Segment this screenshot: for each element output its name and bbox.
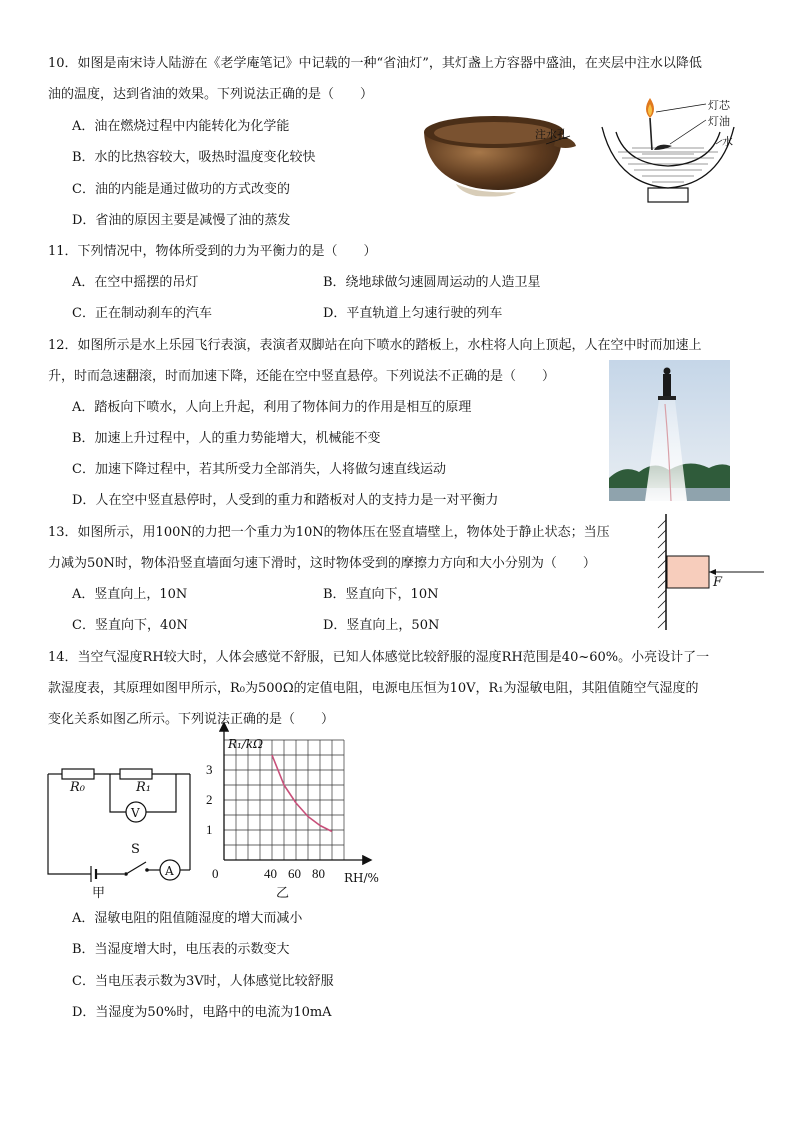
y-tick-label: 1	[206, 822, 213, 837]
switch-icon	[126, 862, 146, 874]
oil-lamp-photo	[416, 102, 596, 198]
r0-resistor	[62, 769, 94, 779]
q11-option-b: B．绕地球做匀速圆周运动的人造卫星	[323, 275, 541, 290]
graph-ylabel: R₁/kΩ	[228, 737, 264, 751]
q14-stem-line3: 变化关系如图乙所示。下列说法正确的是（ ）	[48, 712, 335, 727]
q12-option-d: D．人在空中竖直悬停时，人受到的重力和踏板对人的支持力是一对平衡力	[72, 493, 499, 508]
q12-stem-line2: 升，时而急速翻滚，时而加速下降，还能在空中竖直悬停。下列说法不正确的是（ ）	[48, 369, 556, 384]
q12-stem-line1: 12．如图所示是水上乐园飞行表演，表演者双脚站在向下喷水的踏板上，水柱将人向上顶起，人在空中时而加速上	[48, 338, 702, 353]
q10-option-c: C．油的内能是通过做功的方式改变的	[72, 182, 290, 197]
y-tick-label: 3	[206, 762, 213, 777]
q12-option-c: C．加速下降过程中，若其所受力全部消失，人将做匀速直线运动	[72, 462, 446, 477]
q13-option-c: C．竖直向下，40N	[72, 618, 188, 633]
x-tick-label: 80	[312, 866, 325, 881]
graph-caption: 乙	[276, 886, 290, 901]
q14-option-d: D．当湿度为50%时，电路中的电流为10mA	[72, 1005, 332, 1020]
q14-option-c: C．当电压表示数为3V时，人体感觉比较舒服	[72, 974, 334, 989]
q10-option-b: B．水的比热容较大，吸热时温度变化较快	[72, 150, 316, 165]
force-label: F	[713, 575, 723, 590]
r1-resistor	[120, 769, 152, 779]
q11-option-a: A．在空中摇摆的吊灯	[72, 275, 199, 290]
q10-option-d: D．省油的原因主要是减慢了油的蒸发	[72, 213, 291, 228]
r1-label: R₁	[136, 780, 151, 795]
rh-curve	[272, 755, 332, 832]
voltmeter-label: V	[131, 806, 140, 820]
ammeter-label: A	[165, 864, 174, 878]
y-tick-label: 2	[206, 792, 213, 807]
q14-option-a: A．湿敏电阻的阻值随湿度的增大而减小	[72, 911, 303, 926]
q13-option-a: A．竖直向上，10N	[72, 587, 188, 602]
q12-option-a: A．踏板向下喷水，人向上升起，利用了物体间力的作用是相互的原理	[72, 400, 472, 415]
q12-option-b: B．加速上升过程中，人的重力势能增大，机械能不变	[72, 431, 381, 446]
q11-option-c: C．正在制动刹车的汽车	[72, 306, 212, 321]
q14-stem-line2: 款湿度表，其原理如图甲所示，R₀为500Ω的定值电阻，电源电压恒为10V，R₁为湿敏电阻，其阻值随空气湿度的	[48, 681, 699, 696]
graph-xlabel: RH/%	[344, 871, 379, 885]
q14-stem-line1: 14．当空气湿度RH较大时，人体会感觉不舒服，已知人体感觉比较舒服的湿度RH范围是40~60%。小亮设计了一	[48, 650, 710, 665]
r0-label: R₀	[70, 780, 85, 795]
flyboard-photo	[609, 360, 730, 501]
switch-label: S	[131, 842, 140, 857]
water-label: 水	[722, 135, 733, 148]
q11-option-d: D．平直轨道上匀速行驶的列车	[323, 306, 503, 321]
q13-option-d: D．竖直向上，50N	[323, 618, 440, 633]
q11-stem: 11．下列情况中，物体所受到的力为平衡力的是（ ）	[48, 244, 377, 259]
wall-block-figure	[654, 512, 766, 632]
inlet-hole-label: 注水孔	[535, 128, 568, 141]
q13-option-b: B．竖直向下，10N	[323, 587, 439, 602]
origin-tick: 0	[212, 866, 219, 881]
x-tick-label: 40	[264, 866, 277, 881]
x-tick-label: 60	[288, 866, 301, 881]
q14-option-b: B．当湿度增大时，电压表的示数变大	[72, 942, 290, 957]
q13-stem-line2: 力减为50N时，物体沿竖直墙面匀速下滑时，这时物体受到的摩擦力方向和大小分别为（ ）	[48, 556, 596, 571]
lamp-oil-label: 灯油	[708, 115, 730, 128]
wick-label: 灯芯	[708, 99, 730, 112]
q10-stem-line2: 油的温度，达到省油的效果。下列说法正确的是（ ）	[48, 87, 374, 102]
q10-stem-line1: 10．如图是南宋诗人陆游在《老学庵笔记》中记载的一种“省油灯”，其灯盏上方容器中盛油，在夹层中注水以降低	[48, 56, 702, 71]
q13-stem-line1: 13．如图所示，用100N的力把一个重力为10N的物体压在竖直墙壁上，物体处于静止状态；当压	[48, 525, 610, 540]
circuit-caption: 甲	[92, 886, 106, 901]
q10-option-a: A．油在燃烧过程中内能转化为化学能	[72, 119, 290, 134]
